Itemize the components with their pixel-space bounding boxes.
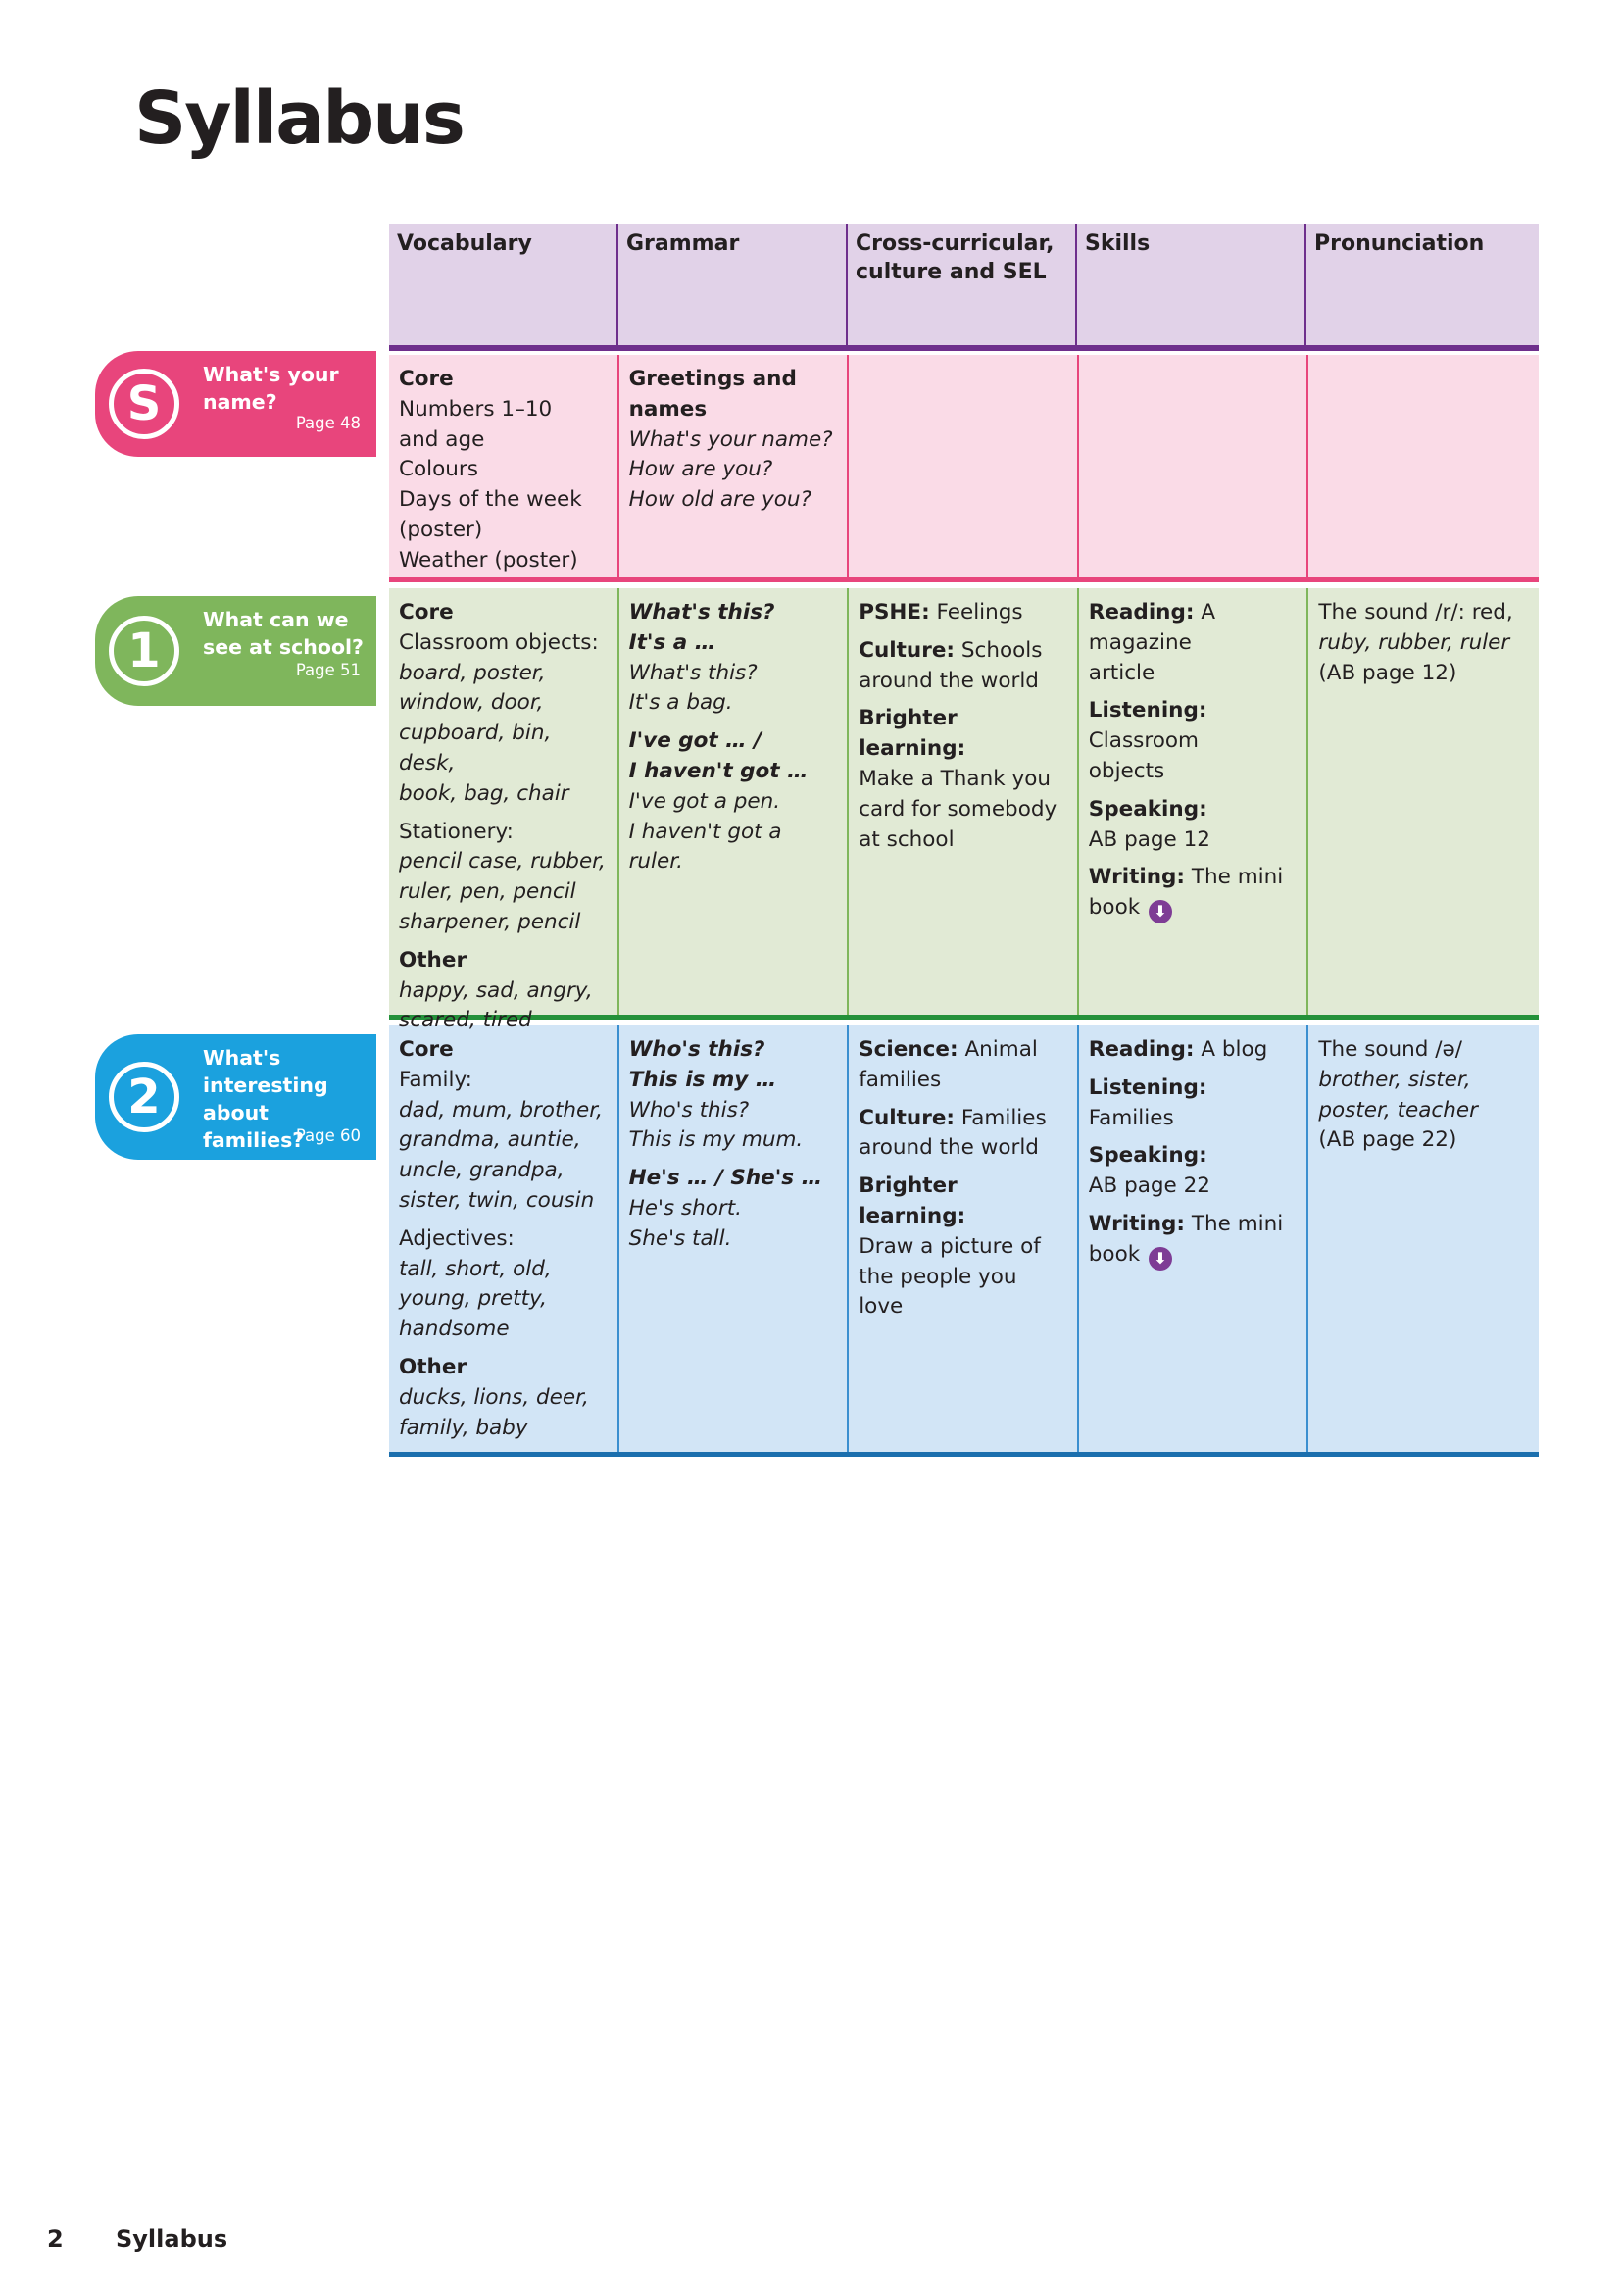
grammar-heading: It's a … [628,629,716,655]
vocab-line: tall, short, old, [399,1256,552,1281]
vocab-line: pencil case, rubber, [399,849,606,874]
pronunciation-cell [1308,355,1539,577]
skills-cell [1079,1025,1309,1452]
culture-line [859,636,1067,667]
pshe-text: Feelings [929,600,1023,624]
vocab-line: cupboard, bin, desk, [399,721,552,775]
core-label: Core [399,1037,454,1062]
grammar-example: What's your name? [628,426,833,452]
vocabulary-cell [389,1025,619,1452]
listening-label: Listening: [1088,698,1207,724]
header-vocabulary: Vocabulary [389,224,618,345]
listening-label: Listening: [1088,1074,1207,1100]
pshe-line [859,598,1067,628]
vocab-line: happy, sad, angry, [399,977,593,1003]
vocab-label: Classroom objects: [399,629,599,655]
syllabus-table [389,224,1539,1457]
vocab-line: sister, twin, cousin [399,1187,595,1213]
culture-text: Families [955,1105,1047,1130]
unit-title: What can we see at school? [203,608,364,659]
reading-line [1089,1035,1298,1066]
vocab-label: Family: [399,1067,472,1092]
vocab-line: (poster) [399,517,483,542]
vocab-line: board, poster, [399,660,546,685]
grammar-example: Who's this? [628,1097,750,1123]
grammar-heading: names [628,396,708,422]
brighter-text: at school [859,826,955,852]
writing-text-line [1089,893,1298,923]
writing-label: Writing: [1088,865,1186,890]
unit-badge: S [109,369,179,439]
vocab-label: Stationery: [399,819,514,844]
speaking-label: Speaking: [1088,1143,1207,1169]
brighter-text: Make a Thank you [859,766,1052,791]
grammar-heading: Who's this? [628,1037,765,1062]
writing-text: The mini [1185,865,1284,890]
vocab-line: family, baby [399,1415,528,1440]
grammar-cell [619,588,850,1015]
writing-text: The mini [1185,1211,1284,1236]
vocab-line: uncle, grandpa, [399,1158,565,1183]
writing-text: book [1088,895,1141,921]
vocab-line: young, pretty, [399,1286,547,1312]
reading-line [1089,598,1298,659]
table-row-unit-1 [389,588,1539,1033]
listening-text: objects [1088,758,1165,783]
pronunciation-cell [1308,1025,1539,1452]
pronunciation-cell [1308,588,1539,1015]
grammar-example: How are you? [628,457,773,482]
culture-label: Culture: [859,1105,956,1130]
grammar-example: She's tall. [628,1225,732,1251]
table-header [389,224,1539,351]
listening-text: Families [1088,1105,1174,1130]
vocab-line: and age [399,426,485,452]
unit-tab-1 [95,596,376,706]
reading-text: A magazine [1088,600,1216,655]
writing-line [1089,1210,1298,1240]
brighter-text: card for somebody [859,796,1057,822]
writing-line [1089,863,1298,893]
pron-line: ruby, rubber, ruler [1318,629,1510,655]
other-label: Other [399,947,467,973]
unit-page: Page 51 [295,661,361,679]
listening-line [1089,696,1298,757]
reading-text: A blog [1194,1037,1268,1062]
reading-text: article [1088,660,1155,685]
pron-line: The sound /r/: red, [1318,600,1513,624]
science-text: families [859,1067,942,1092]
science-text: Animal [958,1037,1038,1062]
science-label: Science: [859,1037,958,1062]
speaking-text: AB page 12 [1088,826,1210,852]
unit-title: What's interesting about families? [203,1046,328,1152]
unit-tab-2 [95,1034,376,1160]
vocab-line: grandma, auntie, [399,1127,581,1153]
vocab-line: Numbers 1–10 [399,396,553,422]
brighter-text: the people you love [859,1264,1017,1320]
pron-line: (AB page 22) [1318,1127,1457,1153]
table-row-unit-2 [389,1025,1539,1457]
culture-line [859,1104,1067,1134]
pron-line: poster, teacher [1318,1097,1478,1123]
pshe-label: PSHE: [859,600,930,624]
vocab-line: Days of the week [399,487,582,513]
culture-label: Culture: [859,637,956,663]
vocab-line: Colours [399,457,478,482]
footer-page-number: 2 [47,2225,64,2253]
grammar-example: How old are you? [628,487,811,513]
vocab-line: Weather (poster) [399,547,578,573]
speaking-label: Speaking: [1088,796,1207,822]
grammar-example: This is my mum. [628,1127,804,1153]
grammar-heading: Greetings and [628,367,797,391]
listening-text: Classroom [1088,728,1199,754]
unit-title: What's your name? [203,363,339,414]
header-pronunciation: Pronunciation [1314,231,1485,256]
grammar-heading: This is my … [628,1067,777,1092]
skills-cell [1079,588,1309,1015]
download-icon[interactable]: ⬇ [1149,1247,1172,1271]
vocab-label: Adjectives: [399,1225,515,1251]
writing-text-line [1089,1240,1298,1271]
unit-page: Page 48 [295,414,361,432]
core-label: Core [399,367,454,391]
cross-curricular-cell [849,355,1079,577]
vocabulary-cell [389,588,619,1033]
grammar-cell [619,1025,850,1452]
reading-label: Reading: [1088,1037,1195,1062]
cross-curricular-cell [849,1025,1079,1452]
vocab-line: book, bag, chair [399,780,569,806]
grammar-example: I've got a pen. [628,788,781,814]
header-skills: Skills [1077,224,1306,345]
grammar-heading: I've got … / [628,728,762,754]
culture-text: around the world [859,1135,1039,1161]
science-line [859,1035,1067,1066]
vocab-line: scared, tired [399,1008,532,1033]
skills-cell [1079,355,1309,577]
vocab-line: dad, mum, brother, [399,1097,603,1123]
grammar-example: I haven't got a ruler. [628,819,782,874]
unit-badge: 2 [109,1062,179,1132]
unit-badge: 1 [109,616,179,686]
grammar-example: He's short. [628,1195,743,1221]
cross-curricular-cell [849,588,1079,1015]
unit-tab-starter [95,351,376,457]
culture-text: Schools [955,637,1043,663]
culture-text: around the world [859,668,1039,693]
other-label: Other [399,1354,467,1379]
grammar-heading: I haven't got … [628,758,809,783]
pron-line: The sound /ə/ [1318,1037,1463,1062]
brighter-text: Draw a picture of [859,1233,1041,1259]
pron-line: (AB page 12) [1318,660,1457,685]
grammar-heading: What's this? [628,600,775,624]
footer-label: Syllabus [116,2225,228,2253]
brighter-label: Brighter learning: [859,1173,966,1228]
writing-text: book [1088,1241,1141,1267]
grammar-cell [619,355,850,577]
grammar-example: It's a bag. [628,690,733,716]
vocab-line: handsome [399,1317,510,1342]
listening-line [1089,1073,1298,1134]
core-label: Core [399,600,454,624]
unit-page: Page 60 [295,1126,361,1145]
header-grammar: Grammar [618,224,848,345]
vocab-line: sharpener, pencil [399,909,581,934]
brighter-label: Brighter learning: [859,706,966,762]
grammar-heading: He's … / She's … [628,1166,823,1191]
grammar-example: What's this? [628,660,758,685]
header-cross-curricular: Cross-curricular, culture and SEL [848,224,1077,345]
vocab-line: ruler, pen, pencil [399,879,576,905]
writing-label: Writing: [1088,1211,1186,1236]
vocab-line: window, door, [399,690,544,716]
download-icon[interactable]: ⬇ [1149,900,1172,923]
reading-label: Reading: [1088,600,1195,624]
vocabulary-cell [389,355,619,577]
vocab-line: ducks, lions, deer, [399,1384,589,1410]
speaking-text: AB page 22 [1088,1173,1210,1199]
pron-line: brother, sister, [1318,1067,1471,1092]
table-row-starter [389,355,1539,582]
page-title: Syllabus [134,76,464,161]
